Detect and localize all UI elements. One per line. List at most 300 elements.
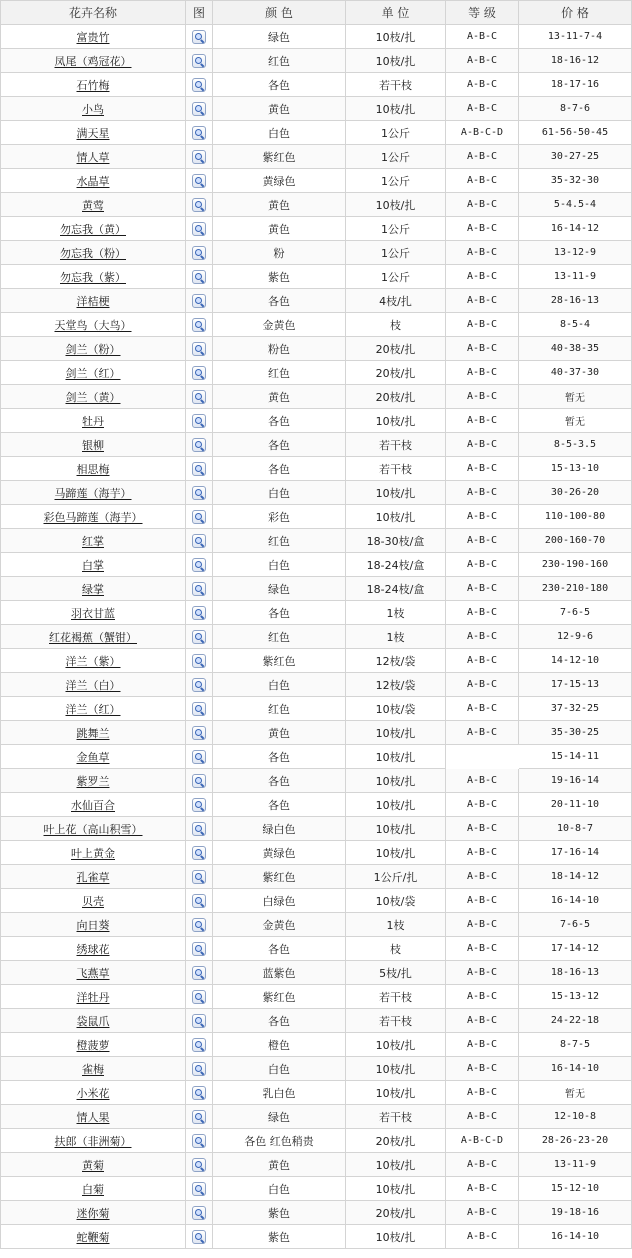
price-cell: 61-56-50-45 (519, 121, 632, 145)
flower-name-cell (1, 601, 186, 625)
grade-cell: A-B-C (446, 217, 519, 241)
magnifier-icon[interactable] (192, 894, 206, 908)
table-row (1, 193, 632, 217)
image-cell (186, 1177, 213, 1201)
grade-cell: A-B-C (446, 1225, 519, 1249)
table-row (1, 121, 632, 145)
unit-cell: 10枝/扎 (346, 841, 446, 865)
flower-name-cell (1, 289, 186, 313)
image-cell (186, 697, 213, 721)
flower-name-cell (1, 121, 186, 145)
unit-cell: 10枝/扎 (346, 97, 446, 121)
image-cell (186, 913, 213, 937)
color-cell: 蓝紫色 (213, 961, 346, 985)
table-row (1, 937, 632, 961)
image-cell (186, 1057, 213, 1081)
flower-name-link[interactable]: 银柳 (82, 438, 104, 452)
magnifier-icon[interactable] (192, 174, 206, 188)
price-cell: 暂无 (519, 385, 632, 409)
image-cell (186, 193, 213, 217)
unit-cell: 18-24枝/盒 (346, 553, 446, 577)
image-cell (186, 577, 213, 601)
magnifier-icon[interactable] (192, 966, 206, 980)
unit-cell: 若干枝 (346, 1009, 446, 1033)
grade-cell: A-B-C (446, 361, 519, 385)
table-row (1, 817, 632, 841)
flower-name-cell (1, 1081, 186, 1105)
grade-cell: A-B-C (446, 1081, 519, 1105)
flower-name-link[interactable]: 石竹梅 (76, 78, 110, 92)
grade-cell: A-B-C (446, 841, 519, 865)
color-cell: 黄色 (213, 721, 346, 745)
magnifier-icon[interactable] (192, 270, 206, 284)
table-header-row (1, 1, 632, 25)
color-cell: 红色 (213, 697, 346, 721)
table-row (1, 1129, 632, 1153)
flower-name-link[interactable]: 勿忘我（黄） (60, 222, 126, 236)
flower-name-link[interactable]: 小米花 (76, 1086, 110, 1100)
magnifier-icon[interactable] (192, 222, 206, 236)
table-row (1, 745, 632, 769)
flower-name-link[interactable]: 洋牡丹 (76, 990, 110, 1004)
flower-name-link[interactable]: 扶郎（非洲菊） (54, 1134, 132, 1148)
color-cell: 各色 (213, 433, 346, 457)
flower-name-cell (1, 793, 186, 817)
table-row (1, 793, 632, 817)
color-cell: 紫色 (213, 1201, 346, 1225)
color-cell: 各色 (213, 793, 346, 817)
table-row (1, 697, 632, 721)
magnifier-icon[interactable] (192, 558, 206, 572)
grade-cell: A-B-C (446, 145, 519, 169)
unit-cell: 10枝/扎 (346, 817, 446, 841)
magnifier-icon[interactable] (192, 1014, 206, 1028)
grade-cell: A-B-C (446, 25, 519, 49)
unit-cell: 4枝/扎 (346, 289, 446, 313)
price-cell: 18-14-12 (519, 865, 632, 889)
image-cell (186, 97, 213, 121)
unit-cell: 20枝/扎 (346, 361, 446, 385)
magnifier-icon[interactable] (192, 78, 206, 92)
color-cell: 粉色 (213, 337, 346, 361)
magnifier-icon[interactable] (192, 294, 206, 308)
unit-cell: 若干枝 (346, 1105, 446, 1129)
flower-name-cell (1, 25, 186, 49)
flower-name-link[interactable]: 凤尾（鸡冠花） (54, 54, 132, 68)
flower-name-link[interactable]: 紫罗兰 (76, 774, 110, 788)
flower-name-cell (1, 97, 186, 121)
magnifier-icon[interactable] (192, 1062, 206, 1076)
flower-name-link[interactable]: 小鸟 (82, 102, 104, 116)
price-cell: 18-17-16 (519, 73, 632, 97)
header-image: 图 (186, 1, 213, 25)
image-cell (186, 649, 213, 673)
color-cell: 各色 (213, 769, 346, 793)
header-flower-name: 花卉名称 (1, 1, 186, 25)
price-cell: 16-14-10 (519, 889, 632, 913)
grade-cell: A-B-C (446, 193, 519, 217)
magnifier-icon[interactable] (192, 1038, 206, 1052)
image-cell (186, 1033, 213, 1057)
flower-name-cell (1, 217, 186, 241)
magnifier-icon[interactable] (192, 702, 206, 716)
unit-cell: 1枝 (346, 913, 446, 937)
magnifier-icon[interactable] (192, 1110, 206, 1124)
unit-cell: 1枝 (346, 601, 446, 625)
flower-name-link[interactable]: 叶上黄金 (71, 846, 115, 860)
flower-name-cell (1, 625, 186, 649)
color-cell: 各色 (213, 457, 346, 481)
price-cell: 17-16-14 (519, 841, 632, 865)
table-row (1, 1057, 632, 1081)
image-cell (186, 361, 213, 385)
color-cell: 绿色 (213, 25, 346, 49)
unit-cell: 10枝/扎 (346, 409, 446, 433)
flower-name-cell (1, 961, 186, 985)
grade-cell: A-B-C (446, 697, 519, 721)
price-cell: 暂无 (519, 1081, 632, 1105)
color-cell: 各色 (213, 1009, 346, 1033)
flower-name-link[interactable]: 孔雀草 (76, 870, 110, 884)
flower-name-cell (1, 769, 186, 793)
magnifier-icon[interactable] (192, 822, 206, 836)
grade-cell: A-B-C (446, 433, 519, 457)
price-cell: 16-14-10 (519, 1225, 632, 1249)
price-cell: 19-16-14 (519, 769, 632, 793)
unit-cell: 10枝/扎 (346, 745, 446, 769)
table-row (1, 865, 632, 889)
price-cell: 8-5-4 (519, 313, 632, 337)
price-cell: 40-38-35 (519, 337, 632, 361)
magnifier-icon[interactable] (192, 318, 206, 332)
price-cell: 14-12-10 (519, 649, 632, 673)
flower-name-link[interactable]: 羽衣甘蓝 (71, 606, 115, 620)
unit-cell: 10枝/扎 (346, 1033, 446, 1057)
magnifier-icon[interactable] (192, 750, 206, 764)
magnifier-icon[interactable] (192, 486, 206, 500)
flower-name-cell (1, 721, 186, 745)
flower-name-link[interactable]: 跳舞兰 (76, 726, 110, 740)
flower-name-link[interactable]: 袋鼠爪 (76, 1014, 110, 1028)
image-cell (186, 1081, 213, 1105)
price-cell: 28-16-13 (519, 289, 632, 313)
image-cell (186, 505, 213, 529)
price-cell: 10-8-7 (519, 817, 632, 841)
magnifier-icon[interactable] (192, 102, 206, 116)
flower-name-link[interactable]: 雀梅 (82, 1062, 104, 1076)
unit-cell: 10枝/扎 (346, 793, 446, 817)
magnifier-icon[interactable] (192, 1182, 206, 1196)
magnifier-icon[interactable] (192, 1134, 206, 1148)
flower-name-cell (1, 337, 186, 361)
flower-name-link[interactable]: 绣球花 (76, 942, 110, 956)
flower-name-link[interactable]: 洋兰（白） (65, 678, 121, 692)
grade-cell: A-B-C (446, 769, 519, 793)
magnifier-icon[interactable] (192, 606, 206, 620)
flower-name-link[interactable]: 叶上花（高山积雪） (43, 822, 143, 836)
price-cell: 15-13-10 (519, 457, 632, 481)
grade-cell: A-B-C (446, 1153, 519, 1177)
image-cell (186, 865, 213, 889)
image-cell (186, 337, 213, 361)
magnifier-icon[interactable] (192, 390, 206, 404)
color-cell: 红色 (213, 49, 346, 73)
magnifier-icon[interactable] (192, 30, 206, 44)
magnifier-icon[interactable] (192, 990, 206, 1004)
magnifier-icon[interactable] (192, 1086, 206, 1100)
color-cell: 黄色 (213, 193, 346, 217)
price-cell: 30-26-20 (519, 481, 632, 505)
magnifier-icon[interactable] (192, 366, 206, 380)
image-cell (186, 49, 213, 73)
flower-name-link[interactable]: 向日葵 (76, 918, 110, 932)
color-cell: 紫色 (213, 1225, 346, 1249)
magnifier-icon[interactable] (192, 678, 206, 692)
table-row (1, 769, 632, 793)
unit-cell: 10枝/扎 (346, 769, 446, 793)
unit-cell: 若干枝 (346, 433, 446, 457)
flower-name-cell (1, 553, 186, 577)
price-cell: 16-14-12 (519, 217, 632, 241)
image-cell (186, 553, 213, 577)
color-cell: 白色 (213, 1177, 346, 1201)
magnifier-icon[interactable] (192, 918, 206, 932)
price-cell: 15-12-10 (519, 1177, 632, 1201)
unit-cell: 12枝/袋 (346, 649, 446, 673)
flower-name-cell (1, 241, 186, 265)
table-row (1, 1081, 632, 1105)
flower-name-link[interactable]: 水晶草 (76, 174, 110, 188)
price-cell: 40-37-30 (519, 361, 632, 385)
color-cell: 白色 (213, 553, 346, 577)
table-row (1, 169, 632, 193)
flower-name-link[interactable]: 飞燕草 (76, 966, 110, 980)
price-cell: 24-22-18 (519, 1009, 632, 1033)
color-cell: 乳白色 (213, 1081, 346, 1105)
color-cell: 各色 (213, 289, 346, 313)
magnifier-icon[interactable] (192, 582, 206, 596)
grade-cell: A-B-C-D (446, 121, 519, 145)
price-cell: 230-190-160 (519, 553, 632, 577)
magnifier-icon[interactable] (192, 54, 206, 68)
table-row (1, 553, 632, 577)
flower-name-link[interactable]: 水仙百合 (71, 798, 115, 812)
image-cell (186, 433, 213, 457)
table-row (1, 625, 632, 649)
magnifier-icon[interactable] (192, 462, 206, 476)
flower-name-link[interactable]: 满天星 (76, 126, 110, 140)
flower-name-cell (1, 145, 186, 169)
flower-name-link[interactable]: 洋桔梗 (76, 294, 110, 308)
flower-name-link[interactable]: 相思梅 (76, 462, 110, 476)
magnifier-icon[interactable] (192, 414, 206, 428)
price-cell: 7-6-5 (519, 913, 632, 937)
table-row (1, 313, 632, 337)
magnifier-icon[interactable] (192, 726, 206, 740)
grade-cell: A-B-C (446, 913, 519, 937)
image-cell (186, 409, 213, 433)
price-cell: 17-15-13 (519, 673, 632, 697)
flower-name-link[interactable]: 迷你菊 (76, 1206, 110, 1220)
price-cell: 30-27-25 (519, 145, 632, 169)
flower-name-link[interactable]: 彩色马蹄莲（海芋） (43, 510, 143, 524)
table-row (1, 241, 632, 265)
table-row (1, 601, 632, 625)
table-row (1, 913, 632, 937)
flower-name-link[interactable]: 红掌 (82, 534, 104, 548)
color-cell: 橙色 (213, 1033, 346, 1057)
price-cell: 15-14-11 (519, 745, 632, 769)
magnifier-icon[interactable] (192, 126, 206, 140)
color-cell: 紫红色 (213, 145, 346, 169)
grade-cell: A-B-C (446, 985, 519, 1009)
image-cell (186, 745, 213, 769)
unit-cell: 10枝/扎 (346, 1177, 446, 1201)
grade-cell: A-B-C (446, 1009, 519, 1033)
color-cell: 各色 红色稍贵 (213, 1129, 346, 1153)
price-cell: 13-12-9 (519, 241, 632, 265)
price-cell: 20-11-10 (519, 793, 632, 817)
unit-cell: 1公斤 (346, 145, 446, 169)
table-row (1, 1033, 632, 1057)
price-cell: 8-5-3.5 (519, 433, 632, 457)
flower-name-link[interactable]: 马蹄莲（海芋） (54, 486, 132, 500)
flower-name-link[interactable]: 勿忘我（紫） (60, 270, 126, 284)
grade-cell: A-B-C (446, 817, 519, 841)
flower-name-link[interactable]: 剑兰（粉） (65, 342, 121, 356)
flower-name-link[interactable]: 绿掌 (82, 582, 104, 596)
flower-name-link[interactable]: 洋兰（紫） (65, 654, 121, 668)
magnifier-icon[interactable] (192, 942, 206, 956)
unit-cell: 10枝/扎 (346, 1081, 446, 1105)
magnifier-icon[interactable] (192, 870, 206, 884)
magnifier-icon[interactable] (192, 342, 206, 356)
price-cell: 12-9-6 (519, 625, 632, 649)
table-row (1, 673, 632, 697)
color-cell: 白色 (213, 1057, 346, 1081)
flower-name-cell (1, 265, 186, 289)
color-cell: 各色 (213, 745, 346, 769)
grade-cell: A-B-C (446, 1033, 519, 1057)
flower-name-link[interactable]: 洋兰（红） (65, 702, 121, 716)
flower-name-cell (1, 649, 186, 673)
magnifier-icon[interactable] (192, 846, 206, 860)
magnifier-icon[interactable] (192, 1206, 206, 1220)
flower-name-link[interactable]: 情人果 (76, 1110, 110, 1124)
unit-cell: 1公斤 (346, 265, 446, 289)
grade-cell: A-B-C (446, 937, 519, 961)
flower-name-link[interactable]: 剑兰（红） (65, 366, 121, 380)
grade-cell: A-B-C (446, 721, 519, 745)
magnifier-icon[interactable] (192, 630, 206, 644)
unit-cell: 20枝/扎 (346, 1129, 446, 1153)
flower-name-link[interactable]: 橙菠萝 (76, 1038, 110, 1052)
table-row (1, 889, 632, 913)
price-cell: 18-16-12 (519, 49, 632, 73)
color-cell: 各色 (213, 601, 346, 625)
flower-name-link[interactable]: 蛇鞭菊 (76, 1230, 110, 1244)
flower-name-link[interactable]: 情人草 (76, 150, 110, 164)
grade-cell: A-B-C (446, 865, 519, 889)
flower-name-cell (1, 529, 186, 553)
flower-name-cell (1, 73, 186, 97)
table-row (1, 457, 632, 481)
unit-cell: 1公斤 (346, 241, 446, 265)
magnifier-icon[interactable] (192, 774, 206, 788)
flower-name-link[interactable]: 白菊 (82, 1182, 104, 1196)
flower-name-link[interactable]: 富贵竹 (76, 30, 110, 44)
flower-name-link[interactable]: 红花褐蕉（蟹钳） (49, 630, 137, 644)
image-cell (186, 1129, 213, 1153)
image-cell (186, 1105, 213, 1129)
grade-cell: A-B-C (446, 97, 519, 121)
flower-name-cell (1, 1129, 186, 1153)
flower-name-link[interactable]: 金鱼草 (76, 750, 110, 764)
color-cell: 各色 (213, 937, 346, 961)
flower-name-cell (1, 409, 186, 433)
magnifier-icon[interactable] (192, 1230, 206, 1244)
image-cell (186, 121, 213, 145)
flower-name-link[interactable]: 牡丹 (82, 414, 104, 428)
image-cell (186, 625, 213, 649)
magnifier-icon[interactable] (192, 438, 206, 452)
image-cell (186, 841, 213, 865)
price-cell: 35-30-25 (519, 721, 632, 745)
color-cell: 紫色 (213, 265, 346, 289)
magnifier-icon[interactable] (192, 654, 206, 668)
price-cell: 13-11-9 (519, 265, 632, 289)
table-row (1, 721, 632, 745)
unit-cell: 1公斤 (346, 169, 446, 193)
color-cell: 金黄色 (213, 913, 346, 937)
image-cell (186, 217, 213, 241)
magnifier-icon[interactable] (192, 798, 206, 812)
magnifier-icon[interactable] (192, 150, 206, 164)
image-cell (186, 1225, 213, 1249)
grade-cell: A-B-C-D (446, 1129, 519, 1153)
flower-name-link[interactable]: 黄莺 (82, 198, 104, 212)
price-cell: 28-26-23-20 (519, 1129, 632, 1153)
table-row (1, 1009, 632, 1033)
flower-name-cell (1, 889, 186, 913)
unit-cell: 10枝/袋 (346, 889, 446, 913)
magnifier-icon[interactable] (192, 198, 206, 212)
flower-name-cell (1, 697, 186, 721)
flower-name-link[interactable]: 勿忘我（粉） (60, 246, 126, 260)
magnifier-icon[interactable] (192, 510, 206, 524)
magnifier-icon[interactable] (192, 246, 206, 260)
flower-name-cell (1, 937, 186, 961)
color-cell: 绿色 (213, 1105, 346, 1129)
flower-name-link[interactable]: 贝壳 (82, 894, 104, 908)
flower-name-link[interactable]: 天堂鸟（大鸟） (54, 318, 132, 332)
table-row (1, 73, 632, 97)
flower-name-link[interactable]: 黄菊 (82, 1158, 104, 1172)
flower-name-cell (1, 505, 186, 529)
price-cell: 35-32-30 (519, 169, 632, 193)
flower-name-cell (1, 385, 186, 409)
image-cell (186, 241, 213, 265)
price-cell: 8-7-6 (519, 97, 632, 121)
magnifier-icon[interactable] (192, 534, 206, 548)
flower-name-cell (1, 577, 186, 601)
magnifier-icon[interactable] (192, 1158, 206, 1172)
grade-cell: A-B-C (446, 289, 519, 313)
grade-cell: A-B-C (446, 1201, 519, 1225)
unit-cell: 10枝/扎 (346, 49, 446, 73)
flower-name-link[interactable]: 剑兰（黄） (65, 390, 121, 404)
flower-name-link[interactable]: 白掌 (82, 558, 104, 572)
